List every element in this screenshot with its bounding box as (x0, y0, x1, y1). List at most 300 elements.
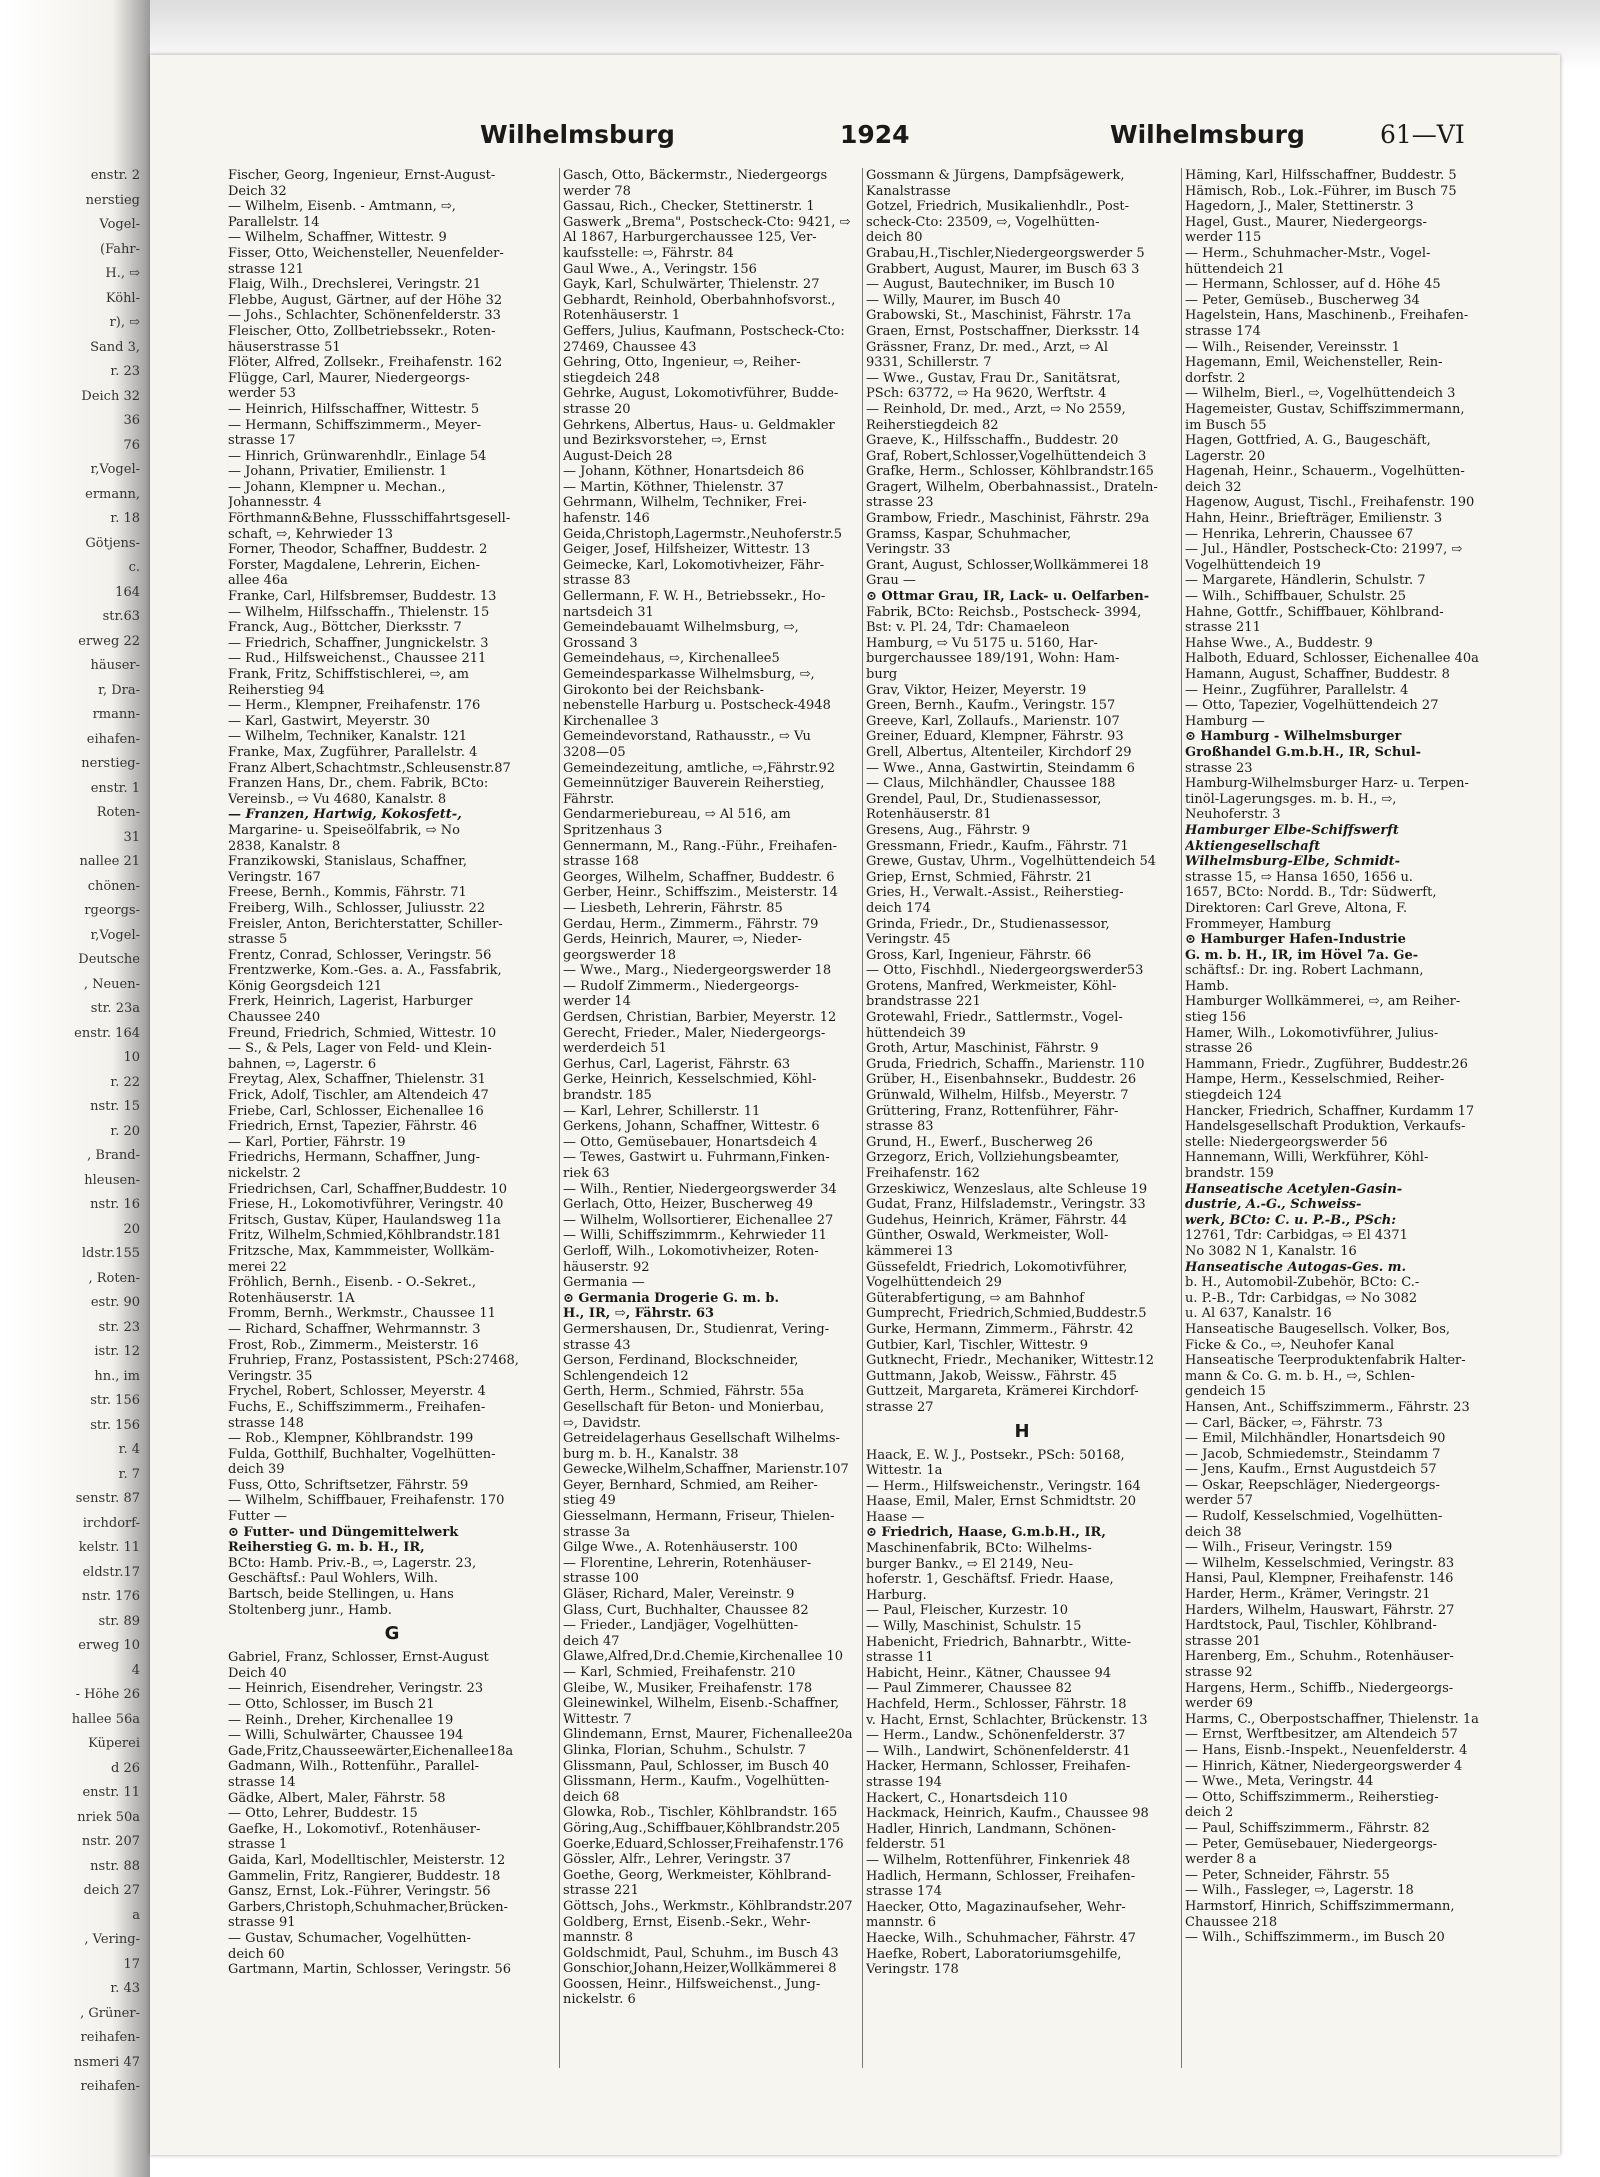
directory-entry-line: — Wwe., Anna, Gastwirtin, Steindamm 6 (866, 760, 1135, 776)
directory-entry-line: Gurke, Hermann, Zimmerm., Fährstr. 42 (866, 1321, 1134, 1337)
directory-entry-line: werder 53 (228, 386, 296, 402)
directory-entry-line: — Herm., Hilfsweichenstr., Veringstr. 164 (866, 1478, 1141, 1494)
directory-entry-line: — Wilhelm, Hilfsschaffn., Thielenstr. 15 (228, 604, 490, 620)
directory-entry-line: nartsdeich 31 (563, 604, 654, 620)
directory-entry-line: Hanseatische Autogas-Ges. m. (1185, 1259, 1407, 1275)
adjacent-page-fragment: erweg 10 (78, 1638, 140, 1653)
directory-entry-line: Gerdsen, Christian, Barbier, Meyerstr. 12 (563, 1010, 837, 1026)
directory-entry-line: Spritzenhaus 3 (563, 822, 663, 838)
adjacent-page-fragment: ldstr.155 (81, 1246, 140, 1261)
adjacent-page-fragment: irchdorf- (82, 1515, 140, 1531)
directory-entry-line: Gries, H., Verwalt.-Assist., Reiherstieg- (866, 885, 1124, 901)
directory-column-4 (1185, 168, 1500, 2108)
directory-entry-line: Hansi, Paul, Klempner, Freihafenstr. 146 (1185, 1571, 1454, 1587)
directory-entry-line: — Jacob, Schmiedemstr., Steindamm 7 (1185, 1446, 1441, 1462)
directory-entry-line: Gemeindebauamt Wilhelmsburg, ⇨, (563, 620, 799, 636)
directory-entry-line: — Friedrich, Schaffner, Jungnickelstr. 3 (228, 635, 489, 651)
directory-entry-line: 9331, Schillerstr. 7 (866, 355, 992, 371)
directory-entry-line: Gruda, Friedrich, Schaffn., Marienstr. 110 (866, 1056, 1145, 1072)
adjacent-page-fragment: d 26 (111, 1760, 140, 1776)
directory-entry-line: Gennermann, M., Rang.-Führ., Freihafen- (563, 838, 838, 854)
directory-entry-line: — Wilh., Landwirt, Schönenfelderstr. 41 (866, 1743, 1131, 1759)
adjacent-page-fragment: r. 23 (110, 364, 140, 379)
adjacent-page-fragment: 36 (123, 413, 140, 428)
adjacent-page-fragment: , Grüner- (80, 2005, 140, 2021)
directory-entry-line: Grässner, Franz, Dr. med., Arzt, ⇨ Al (866, 339, 1109, 355)
directory-entry-line: — Otto, Tapezier, Vogelhüttendeich 27 (1185, 698, 1439, 714)
directory-entry-line: strasse 23 (1185, 760, 1253, 776)
directory-entry-line: deich 39 (228, 1462, 285, 1478)
directory-entry-line: Neuhoferstr. 3 (1185, 807, 1281, 823)
directory-entry-line: — Wilhelm, Bierl., ⇨, Vogelhüttendeich 3 (1185, 386, 1456, 402)
directory-entry-line: Freund, Friedrich, Schmied, Wittestr. 10 (228, 1025, 497, 1041)
directory-entry-line: — Otto, Schlosser, im Busch 21 (228, 1697, 435, 1712)
directory-entry-line: — Wilhelm, Wollsortierer, Eichenallee 27 (563, 1212, 834, 1228)
directory-entry-line: Glissmann, Herm., Kaufm., Vogelhütten- (563, 1774, 830, 1790)
directory-entry-line: Gläser, Richard, Maler, Vereinstr. 9 (563, 1587, 795, 1603)
directory-entry-line: — Hermann, Schlosser, auf d. Höhe 45 (1185, 277, 1441, 293)
directory-entry-line: und Bezirksvorsteher, ⇨, Ernst (563, 433, 767, 449)
directory-entry-line: Günther, Oswald, Werkmeister, Woll- (866, 1228, 1109, 1244)
directory-entry-line: Glass, Curt, Buchhalter, Chaussee 82 (563, 1602, 809, 1618)
directory-entry-line: — Heinr., Zugführer, Parallelstr. 4 (1185, 682, 1409, 698)
adjacent-page-fragment: str. 89 (98, 1613, 140, 1629)
directory-entry-line: — Jens, Kaufm., Ernst Augustdeich 57 (1185, 1462, 1437, 1478)
directory-entry-line: Chaussee 218 (1185, 1914, 1278, 1930)
adjacent-page-fragment: enstr. 164 (74, 1025, 140, 1041)
directory-entry-line: Grabbert, August, Maurer, im Busch 63 3 (866, 261, 1140, 277)
directory-entry-line: Fröhlich, Bernh., Eisenb. - O.-Sekret., (228, 1275, 477, 1291)
directory-entry-line: — Reinh., Dreher, Kirchenallee 19 (228, 1712, 454, 1728)
directory-entry-line: dorfstr. 2 (1185, 370, 1246, 386)
adjacent-page-fragment: str. 156 (90, 1393, 140, 1408)
directory-entry-line: burg m. b. H., Kanalstr. 38 (563, 1446, 739, 1462)
directory-entry-line: Wittestr. 1a (866, 1463, 943, 1479)
directory-entry-line: Wittestr. 7 (563, 1711, 632, 1727)
directory-entry-line: — Willy, Maschinist, Schulstr. 15 (866, 1619, 1082, 1635)
directory-entry-line: strasse 20 (563, 401, 631, 417)
adjacent-page-fragment: enstr. 11 (82, 1785, 140, 1800)
directory-entry-line: Glawe,Alfred,Dr.d.Chemie,Kirchenallee 10 (563, 1649, 844, 1665)
directory-entry-line: Hammann, Friedr., Zugführer, Buddestr.26 (1185, 1056, 1468, 1072)
directory-entry-line: Frerk, Heinrich, Lagerist, Harburger (228, 994, 473, 1010)
directory-entry-line: Guttzeit, Margareta, Krämerei Kirchdorf- (866, 1384, 1139, 1400)
directory-entry-line: strasse 15, ⇨ Hansa 1650, 1656 u. (1185, 869, 1413, 885)
directory-entry-line: Hanseatische Baugesellsch. Volker, Bos, (1185, 1321, 1451, 1337)
directory-entry-line: Geiger, Josef, Hilfsheizer, Wittestr. 13 (563, 542, 811, 558)
directory-entry-line: Direktoren: Carl Greve, Altona, F. (1185, 900, 1408, 916)
directory-entry-line: — Wwe., Meta, Veringstr. 44 (1185, 1774, 1374, 1790)
directory-entry-line: — Otto, Lehrer, Buddestr. 15 (228, 1806, 418, 1822)
directory-entry-line: Freese, Bernh., Kommis, Fährstr. 71 (228, 885, 467, 901)
directory-entry-line: Fisser, Otto, Weichensteller, Neuenfelder- (228, 245, 504, 261)
directory-entry-line: — Wwe., Gustav, Frau Dr., Sanitätsrat, (866, 370, 1121, 386)
directory-entry-line: Hadlich, Hermann, Schlosser, Freihafen- (866, 1868, 1136, 1884)
directory-entry-line: Grewe, Gustav, Uhrm., Vogelhüttendeich 54 (866, 854, 1157, 870)
directory-entry-line: Frick, Adolf, Tischler, am Altendeich 47 (228, 1088, 489, 1104)
adjacent-page-fragment: hleusen- (84, 1172, 140, 1188)
directory-entry-line: strasse 26 (1185, 1041, 1253, 1057)
directory-entry-line: Bartsch, beide Stellingen, u. Hans (228, 1587, 454, 1603)
directory-entry-line: ⊙ Futter- und Düngemittelwerk (228, 1524, 459, 1540)
directory-entry-line: — Martin, Köthner, Thielenstr. 37 (563, 479, 784, 495)
directory-entry-line: ⊙ Ottmar Grau, IR, Lack- u. Oelfarben- (866, 589, 1150, 605)
directory-entry-line: Hahse Wwe., A., Buddestr. 9 (1185, 635, 1373, 651)
directory-entry-line: Güterabfertigung, ⇨ am Bahnhof (866, 1290, 1085, 1306)
directory-entry-line: Geyer, Bernhard, Schmied, am Reiher- (563, 1477, 818, 1493)
directory-entry-line: Gaida, Karl, Modelltischler, Meisterstr. 12 (228, 1852, 506, 1868)
directory-entry-line: Grzeskiwicz, Wenzeslaus, alte Schleuse 19 (866, 1181, 1148, 1197)
directory-entry-line: häuserstr. 92 (563, 1259, 650, 1275)
directory-entry-line: strasse 174 (866, 1884, 942, 1900)
adjacent-page-fragment: r), ⇨ (109, 315, 140, 330)
directory-entry-line: Frentz, Conrad, Schlosser, Veringstr. 56 (228, 947, 492, 963)
directory-entry-line: G. m. b. H., IR, im Hövel 7a. Ge- (1185, 947, 1419, 963)
directory-entry-line: Kanalstrasse (866, 183, 951, 199)
directory-entry-line: Freihafenstr. 162 (866, 1166, 980, 1181)
adjacent-page-fragment: nstr. 15 (90, 1099, 140, 1114)
directory-entry-line: Gehrke, August, Lokomotivführer, Budde- (563, 386, 839, 402)
directory-entry-line: — Franzen, Hartwig, Kokosfett-, (228, 807, 462, 823)
column-divider (1181, 168, 1182, 2068)
directory-entry-line: Goldberg, Ernst, Eisenb.-Sekr., Wehr- (563, 1914, 811, 1930)
directory-entry-line: Groth, Artur, Maschinist, Fährstr. 9 (866, 1041, 1099, 1057)
directory-entry-line: — Emil, Milchhändler, Honartsdeich 90 (1185, 1431, 1446, 1447)
directory-entry-line: stieg 49 (563, 1493, 616, 1509)
directory-entry-line: Gerhus, Carl, Lagerist, Fährstr. 63 (563, 1056, 791, 1072)
directory-entry-line: Flügge, Carl, Maurer, Niedergeorgs- (228, 370, 470, 386)
directory-entry-line: Kirchenallee 3 (563, 713, 659, 729)
directory-entry-line: — Willi, Schiffszimmrm., Kehrwieder 11 (563, 1228, 827, 1244)
directory-entry-line: Harms, C., Oberpostschaffner, Thielenstr. 1a (1185, 1711, 1479, 1727)
directory-entry-line: — Carl, Bäcker, ⇨, Fährstr. 73 (1185, 1415, 1383, 1431)
adjacent-page-fragment: c. (128, 560, 140, 575)
directory-entry-line: PSch: 63772, ⇨ Ha 9620, Werftstr. 4 (866, 386, 1107, 402)
directory-entry-line: Gemeindesparkasse Wilhelmsburg, ⇨, (563, 667, 815, 682)
directory-entry-line: werderdeich 51 (563, 1041, 667, 1057)
directory-entry-line: Veringstr. 178 (866, 1962, 959, 1978)
directory-entry-line: — Hinrich, Grünwarenhdlr., Einlage 54 (228, 448, 487, 464)
directory-entry-line: strasse 221 (563, 1883, 639, 1899)
directory-entry-line: Häming, Karl, Hilfsschaffner, Buddestr. 5 (1185, 168, 1457, 183)
directory-entry-line: — Wilh., Schiffbauer, Schulstr. 25 (1185, 589, 1407, 605)
directory-entry-line: Haecker, Otto, Magazinaufseher, Wehr- (866, 1899, 1126, 1915)
column-divider (559, 168, 560, 2068)
directory-entry-line: brandstrasse 221 (866, 994, 981, 1010)
directory-entry-line: Hamburger Wollkämmerei, ⇨, am Reiher- (1185, 994, 1461, 1010)
directory-entry-line: — Wilhelm, Kesselschmied, Veringstr. 83 (1185, 1555, 1455, 1571)
directory-entry-line: — Tewes, Gastwirt u. Fuhrmann,Finken- (563, 1150, 830, 1166)
adjacent-page-fragment: Vogel- (99, 217, 140, 232)
directory-entry-line: Gross, Karl, Ingenieur, Fährstr. 66 (866, 947, 1092, 963)
directory-entry-line: Fischer, Georg, Ingenieur, Ernst-August- (228, 168, 496, 183)
directory-entry-line: Deich 32 (228, 183, 287, 199)
directory-entry-line: Fritsch, Gustav, Küper, Haulandsweg 11a (228, 1212, 501, 1228)
directory-entry-line: — Rudolf Zimmerm., Niedergeorgs- (563, 978, 799, 994)
adjacent-page-fragment: istr. 12 (94, 1344, 140, 1359)
directory-entry-line: Schlengendeich 12 (563, 1368, 689, 1384)
directory-entry-line: Gerds, Heinrich, Maurer, ⇨, Nieder- (563, 932, 802, 948)
directory-entry-line: Gerth, Herm., Schmied, Fährstr. 55a (563, 1384, 805, 1400)
directory-entry-line: Reiherstieg 94 (228, 682, 325, 698)
directory-entry-line: Habenicht, Friedrich, Bahnarbtr., Witte- (866, 1634, 1132, 1650)
directory-entry-line: strasse 174 (1185, 323, 1261, 339)
directory-entry-line: Fuss, Otto, Schriftsetzer, Fährstr. 59 (228, 1477, 469, 1493)
directory-entry-line: Chaussee 240 (228, 1010, 321, 1026)
directory-entry-line: deich 32 (1185, 479, 1242, 495)
adjacent-page-fragment: nstr. 16 (90, 1197, 140, 1212)
directory-entry-line: Margarine- u. Speiseölfabrik, ⇨ No (228, 822, 461, 838)
directory-entry-line: Hagenah, Heinr., Schauerm., Vogelhütten- (1185, 464, 1465, 480)
adjacent-page-fragment: r,Vogel- (90, 927, 140, 943)
directory-entry-line: 3208—05 (563, 744, 626, 760)
directory-entry-line: strasse 3a (563, 1524, 631, 1540)
directory-entry-line: — Otto, Gemüsebauer, Honartsdeich 4 (563, 1134, 818, 1150)
directory-entry-line: werder 14 (563, 994, 631, 1010)
directory-entry-line: stiegdeich 124 (1185, 1088, 1282, 1104)
directory-entry-line: Franke, Max, Zugführer, Parallelstr. 4 (228, 744, 478, 760)
directory-entry-line: Gesellschaft für Beton- und Monierbau, (563, 1399, 825, 1415)
directory-entry-line: Haecke, Wilh., Schuhmacher, Fährstr. 47 (866, 1930, 1136, 1946)
directory-entry-line: — Paul, Schiffszimmerm., Fährstr. 82 (1185, 1820, 1430, 1836)
directory-entry-line: Veringstr. 45 (866, 932, 951, 948)
directory-entry-line: Gemeinnütziger Bauverein Reiherstieg, (563, 776, 825, 792)
directory-entry-line: georgswerder 18 (563, 947, 676, 963)
adjacent-page-fragment: deich 27 (83, 1883, 140, 1898)
section-letter: G (384, 1623, 400, 1645)
directory-entry-line: brandstr. 185 (563, 1088, 652, 1104)
directory-entry-line: Haase — (866, 1509, 925, 1525)
directory-entry-line: Gemeindevorstand, Rathausstr., ⇨ Vu (563, 729, 811, 745)
directory-entry-line: Hamburg, ⇨ Vu 5175 u. 5160, Har- (866, 635, 1098, 651)
directory-entry-line: — Rob., Klempner, Köhlbrandstr. 199 (228, 1431, 474, 1447)
directory-entry-line: — Wwe., Marg., Niedergeorgswerder 18 (563, 963, 832, 979)
directory-entry-line: Gendarmeriebureau, ⇨ Al 516, am (563, 807, 791, 823)
directory-entry-line: Grotens, Manfred, Werkmeister, Köhl- (866, 978, 1117, 994)
directory-entry-line: August-Deich 28 (563, 448, 673, 464)
directory-entry-line: Hagel, Gust., Maurer, Niedergeorgs- (1185, 214, 1427, 230)
directory-entry-line: strasse 121 (228, 261, 304, 277)
directory-entry-line: gendeich 15 (1185, 1384, 1266, 1400)
directory-entry-line: Friedrichs, Hermann, Schaffner, Jung- (228, 1150, 481, 1166)
directory-entry-line: Hargens, Herm., Schiffb., Niedergeorgs- (1185, 1680, 1454, 1696)
directory-entry-line: — Rud., Hilfsweichenst., Chaussee 211 (228, 651, 487, 667)
directory-entry-line: Wilhelmsburg-Elbe, Schmidt- (1185, 854, 1401, 870)
directory-entry-line: Geffers, Julius, Kaufmann, Postscheck-Cto: (563, 323, 845, 339)
directory-entry-line: kämmerei 13 (866, 1243, 953, 1259)
directory-entry-line: Glissmann, Paul, Schlosser, im Busch 40 (563, 1758, 830, 1774)
directory-entry-line: — August, Bautechniker, im Busch 10 (866, 277, 1115, 293)
directory-entry-line: Hahne, Gottfr., Schiffbauer, Köhlbrand- (1185, 604, 1444, 620)
directory-entry-line: v. Hacht, Ernst, Schlachter, Brückenstr. 13 (866, 1712, 1148, 1728)
directory-entry-line: Greiner, Eduard, Klempner, Fährstr. 93 (866, 729, 1124, 745)
directory-entry-line: — Hermann, Schiffszimmerm., Meyer- (228, 417, 482, 433)
directory-entry-line: im Busch 55 (1185, 417, 1267, 433)
directory-entry-line: Gaefke, H., Lokomotivf., Rotenhäuser- (228, 1821, 481, 1837)
directory-entry-line: Fritz, Wilhelm,Schmied,Köhlbrandstr.181 (228, 1228, 502, 1244)
directory-entry-line: Glindemann, Ernst, Maurer, Fichenallee20a (563, 1727, 853, 1743)
directory-entry-line: strasse 1 (228, 1837, 288, 1853)
adjacent-page-margin (0, 0, 150, 2177)
directory-entry-line: strasse 100 (563, 1571, 639, 1587)
directory-entry-line: ⊙ Germania Drogerie G. m. b. (563, 1290, 780, 1306)
adjacent-page-fragment: r,Vogel- (90, 462, 140, 477)
directory-entry-line: Friese, H., Lokomotivführer, Veringstr. 40 (228, 1197, 504, 1213)
directory-entry-line: — Willi, Schulwärter, Chaussee 194 (228, 1728, 464, 1744)
directory-entry-line: Forster, Magdalene, Lehrerin, Eichen- (228, 557, 481, 573)
directory-entry-line: stieg 156 (1185, 1010, 1247, 1026)
directory-entry-line: — Willy, Maurer, im Busch 40 (866, 292, 1061, 308)
adjacent-page-fragment: str. 23a (90, 1001, 140, 1016)
directory-entry-line: Hamann, August, Schaffner, Buddestr. 8 (1185, 667, 1450, 682)
directory-entry-line: Grendel, Paul, Dr., Studienassessor, (866, 791, 1102, 807)
directory-entry-line: — Wilh., Schiffszimmerm., im Busch 20 (1185, 1930, 1445, 1946)
directory-entry-line: bahnen, ⇨, Lagerstr. 6 (228, 1056, 377, 1072)
directory-entry-line: stiegdeich 248 (563, 370, 660, 386)
adjacent-page-fragment: 17 (123, 1956, 140, 1972)
directory-entry-line: Gehring, Otto, Ingenieur, ⇨, Reiher- (563, 355, 801, 371)
adjacent-page-fragment: Götjens- (85, 535, 140, 551)
directory-entry-line: Johannesstr. 4 (228, 495, 322, 511)
directory-entry-line: Graeve, K., Hilfsschaffn., Buddestr. 20 (866, 433, 1119, 449)
directory-entry-line: Stoltenberg junr., Hamb. (228, 1602, 392, 1618)
directory-entry-line: Gramss, Kaspar, Schuhmacher, (866, 526, 1072, 542)
adjacent-page-fragment: 76 (123, 437, 140, 453)
directory-entry-line: — Wilhelm, Schaffner, Wittestr. 9 (228, 230, 447, 246)
directory-entry-line: Grant, August, Schlosser,Wollkämmerei 18 (866, 557, 1149, 573)
directory-entry-line: Hackert, C., Honartsdeich 110 (866, 1790, 1068, 1806)
directory-entry-line: Georges, Wilhelm, Schaffner, Buddestr. 6 (563, 869, 835, 885)
directory-entry-line: H., IR, ⇨, Fährstr. 63 (563, 1306, 715, 1322)
directory-entry-line: Hahn, Heinr., Briefträger, Emilienstr. 3 (1185, 511, 1443, 527)
directory-entry-line: Förthmann&Behne, Flussschiffahrtsgesell- (228, 511, 511, 527)
directory-entry-line: Hardtstock, Paul, Tischler, Köhlbrand- (1185, 1618, 1437, 1634)
adjacent-page-fragment: estr. 90 (90, 1295, 140, 1310)
directory-entry-line: Grotewahl, Friedr., Sattlermstr., Vogel- (866, 1010, 1123, 1026)
directory-entry-line: Hannemann, Willi, Werkführer, Köhl- (1185, 1150, 1429, 1166)
directory-entry-line: Vogelhüttendeich 29 (866, 1275, 1002, 1291)
directory-entry-line: Flöter, Alfred, Zollsekr., Freihafenstr. 162 (228, 355, 503, 371)
adjacent-page-fragment: a (132, 1907, 140, 1923)
directory-entry-line: Handelsgesellschaft Produktion, Verkaufs- (1185, 1119, 1466, 1135)
directory-entry-line: Halboth, Eduard, Schlosser, Eichenallee 40a (1185, 651, 1479, 667)
directory-entry-line: Frychel, Robert, Schlosser, Meyerstr. 4 (228, 1384, 486, 1400)
adjacent-page-fragment: chönen- (87, 878, 140, 894)
directory-entry-line: — Otto, Schiffszimmerm., Reiherstieg- (1185, 1789, 1439, 1805)
directory-entry-line: Gewecke,Wilhelm,Schaffner, Marienstr.107 (563, 1462, 849, 1478)
directory-entry-line: Futter — (228, 1509, 287, 1525)
adjacent-page-fragment: Deich 32 (81, 388, 140, 404)
header-left-place: Wilhelmsburg (480, 120, 675, 149)
directory-entry-line: burgerchaussee 189/191, Wohn: Ham- (866, 651, 1120, 667)
adjacent-page-fragment: str.63 (102, 609, 140, 624)
directory-entry-line: Gaul Wwe., A., Veringstr. 156 (563, 261, 757, 277)
directory-entry-line: Gebhardt, Reinhold, Oberbahnhofsvorst., (563, 292, 836, 308)
directory-entry-line: nickelstr. 6 (563, 1992, 636, 2008)
directory-entry-line: 1657, BCto: Nordd. B., Tdr: Südwerft, (1185, 885, 1437, 901)
directory-entry-line: Flebbe, August, Gärtner, auf der Höhe 32 (228, 292, 503, 308)
directory-entry-line: Green, Bernh., Kaufm., Veringstr. 157 (866, 698, 1116, 714)
adjacent-page-fragment: häuser- (90, 658, 140, 673)
column-divider (862, 168, 863, 2068)
directory-entry-line: hoferstr. 1, Geschäftsf. Friedr. Haase, (866, 1572, 1114, 1588)
directory-entry-line: — Otto, Fischhdl., Niedergeorgswerder53 (866, 963, 1144, 979)
directory-column-2 (563, 168, 859, 2108)
directory-entry-line: — Wilh., Rentier, Niedergeorgswerder 34 (563, 1181, 837, 1197)
directory-entry-line: Harenberg, Em., Schuhm., Rotenhäuser- (1185, 1649, 1454, 1665)
directory-entry-line: nebenstelle Harburg u. Postscheck-4948 (563, 698, 831, 714)
directory-entry-line: strasse 11 (866, 1650, 934, 1666)
directory-entry-line: Haack, E. W. J., Postsekr., PSch: 50168, (866, 1447, 1125, 1463)
adjacent-page-fragment: H., ⇨ (105, 266, 140, 281)
directory-entry-line: Al 1867, Harburgerchaussee 125, Ver- (563, 230, 817, 246)
directory-entry-line: Franck, Aug., Böttcher, Dierksstr. 7 (228, 620, 462, 636)
directory-entry-line: Rotenhäuserstr. 1 (563, 308, 681, 324)
directory-entry-line: allee 46a (228, 573, 288, 589)
directory-entry-line: Gemeindehaus, ⇨, Kirchenallee5 (563, 651, 780, 667)
directory-entry-line: Grambow, Friedr., Maschinist, Fährstr. 29a (866, 511, 1150, 527)
directory-entry-line: hüttendeich 21 (1185, 261, 1285, 277)
directory-entry-line: — Herm., Schuhmacher-Mstr., Vogel- (1185, 245, 1431, 261)
directory-entry-line: Hansen, Ant., Schiffszimmerm., Fährstr. 23 (1185, 1399, 1470, 1415)
directory-entry-line: Fuchs, E., Schiffszimmerm., Freihafen- (228, 1399, 486, 1415)
section-letter: H (1014, 1420, 1030, 1442)
directory-entry-line: mann & Co. G. m. b. H., ⇨, Schlen- (1185, 1368, 1415, 1384)
directory-entry-line: Graen, Ernst, Postschaffner, Dierksstr. 14 (866, 323, 1140, 339)
directory-entry-line: Glinka, Florian, Schuhm., Schulstr. 7 (563, 1742, 807, 1758)
directory-entry-line: Grabau,H.,Tischler,Niedergeorgswerder 5 (866, 245, 1145, 261)
adjacent-page-fragment: senstr. 87 (75, 1491, 140, 1506)
directory-entry-line: strasse 194 (866, 1774, 942, 1790)
adjacent-page-fragment: nerstieg- (81, 756, 140, 771)
directory-entry-line: Fromm, Bernh., Werkmstr., Chaussee 11 (228, 1306, 496, 1322)
directory-entry-line: — Wilhelm, Schiffbauer, Freihafenstr. 170 (228, 1493, 505, 1509)
directory-entry-line: Gehrkens, Albertus, Haus- u. Geldmakler (563, 417, 835, 433)
directory-entry-line: Hackmack, Heinrich, Kaufm., Chaussee 98 (866, 1806, 1149, 1822)
directory-entry-line: — Herm., Landw., Schönenfelderstr. 37 (866, 1728, 1126, 1744)
directory-entry-line: deich 80 (866, 230, 923, 246)
directory-entry-line: mannstr. 8 (563, 1930, 634, 1946)
directory-entry-line: Grafke, Herm., Schlosser, Köhlbrandstr.165 (866, 464, 1154, 480)
directory-entry-line: nickelstr. 2 (228, 1166, 301, 1181)
directory-entry-line: strasse 17 (228, 433, 296, 449)
directory-entry-line: — Herm., Klempner, Freihafenstr. 176 (228, 698, 481, 714)
directory-entry-line: Rotenhäuserstr. 1A (228, 1290, 355, 1306)
adjacent-page-fragment: r. 20 (110, 1123, 140, 1139)
directory-entry-line: — Karl, Lehrer, Schillerstr. 11 (563, 1103, 761, 1119)
directory-entry-line: Gerlach, Otto, Heizer, Buscherweg 49 (563, 1197, 814, 1213)
directory-entry-line: — Heinrich, Eisendreher, Veringstr. 23 (228, 1681, 484, 1697)
directory-entry-line: Gutknecht, Friedr., Mechaniker, Wittestr.12 (866, 1353, 1155, 1369)
directory-entry-line: scheck-Cto: 23509, ⇨, Vogelhütten- (866, 214, 1100, 230)
adjacent-page-fragment: nstr. 207 (81, 1834, 140, 1849)
directory-entry-line: Reiherstieg G. m. b. H., IR, (228, 1540, 425, 1556)
directory-column-1 (228, 168, 556, 2108)
directory-entry-line: Haefke, Robert, Laboratoriumsgehilfe, (866, 1946, 1122, 1962)
directory-entry-line: Gossmann & Jürgens, Dampfsägewerk, (866, 168, 1125, 183)
directory-entry-line: — Wilhelm, Techniker, Kanalstr. 121 (228, 729, 468, 745)
adjacent-page-fragment: 164 (115, 584, 140, 600)
directory-entry-line: strasse 43 (563, 1337, 631, 1353)
directory-entry-line: Gerdau, Herm., Zimmerm., Fährstr. 79 (563, 916, 819, 932)
directory-entry-line: — S., & Pels, Lager von Feld- und Klein- (228, 1041, 492, 1057)
directory-entry-line: Franz Albert,Schachtmstr.,Schleusenstr.87 (228, 760, 511, 776)
directory-entry-line: Goldschmidt, Paul, Schuhm., im Busch 43 (563, 1945, 839, 1961)
directory-entry-line: — Johann, Klempner u. Mechan., (228, 479, 446, 495)
directory-entry-line: — Peter, Schneider, Fährstr. 55 (1185, 1867, 1390, 1883)
directory-entry-line: Gartmann, Martin, Schlosser, Veringstr. 56 (228, 1962, 512, 1978)
header-year: 1924 (840, 120, 910, 149)
